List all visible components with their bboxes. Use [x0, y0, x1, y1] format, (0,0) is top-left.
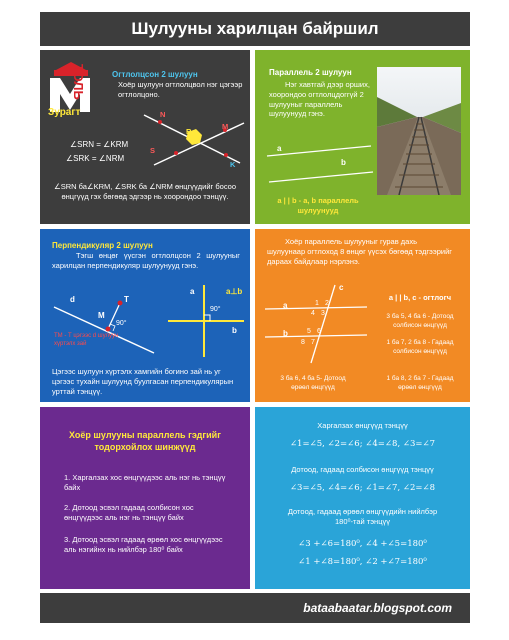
logo-brand: Зурагт — [48, 107, 81, 118]
supplementary-eq-1: ∠3 +∠6=180⁰, ∠4 +∠5=180⁰ — [298, 539, 427, 549]
intersecting-lines-panel — [40, 50, 250, 224]
point-s-label: S — [150, 146, 156, 155]
angle-1-label: 1 — [315, 300, 319, 307]
parallel-criteria-panel — [40, 407, 250, 589]
co-interior-pairs: 3 ба 6, 4 ба 5- Дотоод — [280, 375, 346, 382]
point-m-foot-label: M — [98, 311, 105, 320]
perpendicular-lines-panel — [40, 229, 250, 402]
intersecting-title: Огтлолцсон 2 шулуун — [112, 70, 198, 79]
alternate-title: Дотоод, гадаад солбисон өнцгүүд тэнцүү — [291, 465, 434, 474]
alt-exterior-name: солбисон өнцгүүд — [393, 348, 447, 355]
angle-8-label: 8 — [301, 339, 305, 346]
angle-5-label: 5 — [307, 328, 311, 335]
angle-4-label: 4 — [311, 310, 315, 317]
angle-6-label: 6 — [317, 328, 321, 335]
line-a-label: a — [277, 144, 282, 153]
corresponding-equalities: ∠1=∠5, ∠2=∠6; ∠4=∠8, ∠3=∠7 — [289, 439, 436, 449]
point-r-label: R — [186, 127, 192, 136]
line-b-label: b — [341, 158, 346, 167]
angle-3-label: 3 — [321, 310, 325, 317]
page-title: Шулууны харилцан байршил — [131, 19, 379, 38]
distance-diagram — [46, 291, 166, 361]
angle-ab-label: 90° — [210, 306, 221, 313]
criteria-item-1: 1. Харгалзах хос өнцгүүдээс аль нэг нь тэнцүү байх — [64, 473, 226, 492]
alt-interior-name: солбисон өнцгүүд — [393, 322, 447, 329]
distance-caption: TM - Т цэгээс d шулуун хүртэлх зай — [54, 333, 119, 347]
co-exterior-pairs: 1 ба 8, 2 ба 7 - Гадаад — [386, 375, 454, 382]
criteria-title: Хоёр шулууны параллель гэдгийг тодорхойлох шинжүүд — [69, 430, 221, 453]
intersecting-desc: Хоёр шулуун огтлолцвол нэг цэгээр огтлолцоно. — [118, 80, 243, 99]
vertical-angles-note: ∠SRN ба∠KRM, ∠SRK ба ∠NRM өнцгүүдийг босоо өнцгүүд гэх бөгөөд эдгээр нь хоорондоо тэнцүү. — [53, 182, 237, 201]
transversal-c-label: c — [339, 283, 344, 292]
logo-word: ТОЛЬ — [71, 64, 86, 100]
footer-site-link[interactable]: bataabaatar.blogspot.com — [303, 601, 452, 615]
axis-b-label: b — [232, 326, 237, 335]
vertical-eq-2: ∠SRK = ∠NRM — [66, 154, 125, 163]
alternate-equalities: ∠3=∠5, ∠4=∠6; ∠1=∠7, ∠2=∠8 — [289, 483, 436, 493]
perpendicular-desc: Тэгш өнцөг үүсгэн огтлолцсон 2 шулууныг харилцан перпендикуляр шулуунууд гэнэ. — [52, 251, 240, 270]
parallel-lines-panel — [255, 50, 470, 224]
criteria-item-3: 3. Дотоод эсвэл гадаад өрөөл хос өнцгүүдээс аль нэгийнх нь нийлбэр 180⁰ байх — [64, 535, 223, 554]
axis-a-label: a — [190, 287, 195, 296]
transversal-relation: a | | b, c - огтлогч — [388, 293, 452, 302]
parallel-desc: Нэг хавтгай дээр орших, хоорондоо огтлолцдоггүй 2 шулууныг параллель шулуунууд гэнэ. — [269, 80, 370, 119]
angle-equalities-panel — [255, 407, 470, 589]
point-t-label: T — [124, 295, 129, 304]
shortest-distance-note: Цэгээс шулуун хүртэлх хамгийн богино зай нь уг цэгээс тухайн шулуунд буулгасан перпендикулярын урттай тэнцүү. — [52, 367, 234, 396]
criteria-item-2: 2. Дотоод эсвэл гадаад солбисон хос өнцгүүдээс аль нэг нь тэнцүү байх — [64, 503, 194, 522]
perpendicular-title: Перпендикуляр 2 шулуун — [52, 241, 153, 250]
point-n-label: N — [160, 110, 166, 119]
transversal-panel — [255, 229, 470, 402]
angle-2-label: 2 — [325, 300, 329, 307]
transversal-a-label: a — [283, 301, 288, 310]
supplementary-eq-2: ∠1 +∠8=180⁰, ∠2 +∠7=180⁰ — [298, 557, 427, 567]
corresponding-title: Харгалзах өнцгүүд тэнцүү — [317, 421, 408, 430]
transversal-diagram — [261, 279, 371, 367]
vertical-eq-1: ∠SRN = ∠KRM — [70, 140, 129, 149]
co-exterior-name: өрөөл өнцгүүд — [398, 384, 442, 391]
line-d-label: d — [70, 295, 75, 304]
transversal-intro: Хоёр параллель шулууныг гурав дахь шулуунаар огтлоход 8 өнцөг үүсэх бөгөөд тэдгээрийг дараах байдлаар нэрлэнэ. — [267, 237, 452, 266]
point-k-label: K — [230, 160, 236, 169]
perpendicular-relation: a⊥b — [226, 287, 243, 296]
railway-photo — [377, 67, 461, 195]
angle-7-label: 7 — [311, 339, 315, 346]
co-interior-title: Дотоод, гадаад өрөөл өнцгүүдийн нийлбэр 180⁰-тай тэнцүү — [287, 507, 438, 526]
transversal-b-label: b — [283, 329, 288, 338]
alt-interior-pairs: 3 ба 5, 4 ба 6 - Дотоод — [386, 313, 454, 320]
parallel-note: a | | b - a, b параллель шулуунууд — [277, 196, 359, 215]
co-interior-name: өрөөл өнцгүүд — [291, 384, 335, 391]
alt-exterior-pairs: 1 ба 7, 2 ба 8 - Гадаад — [386, 339, 454, 346]
footer-bar — [40, 593, 470, 623]
angle-tm-label: 90° — [116, 320, 127, 327]
point-m-label: M — [222, 122, 229, 131]
parallel-title: Параллель 2 шулуун — [269, 68, 352, 77]
header-bar — [40, 12, 470, 46]
